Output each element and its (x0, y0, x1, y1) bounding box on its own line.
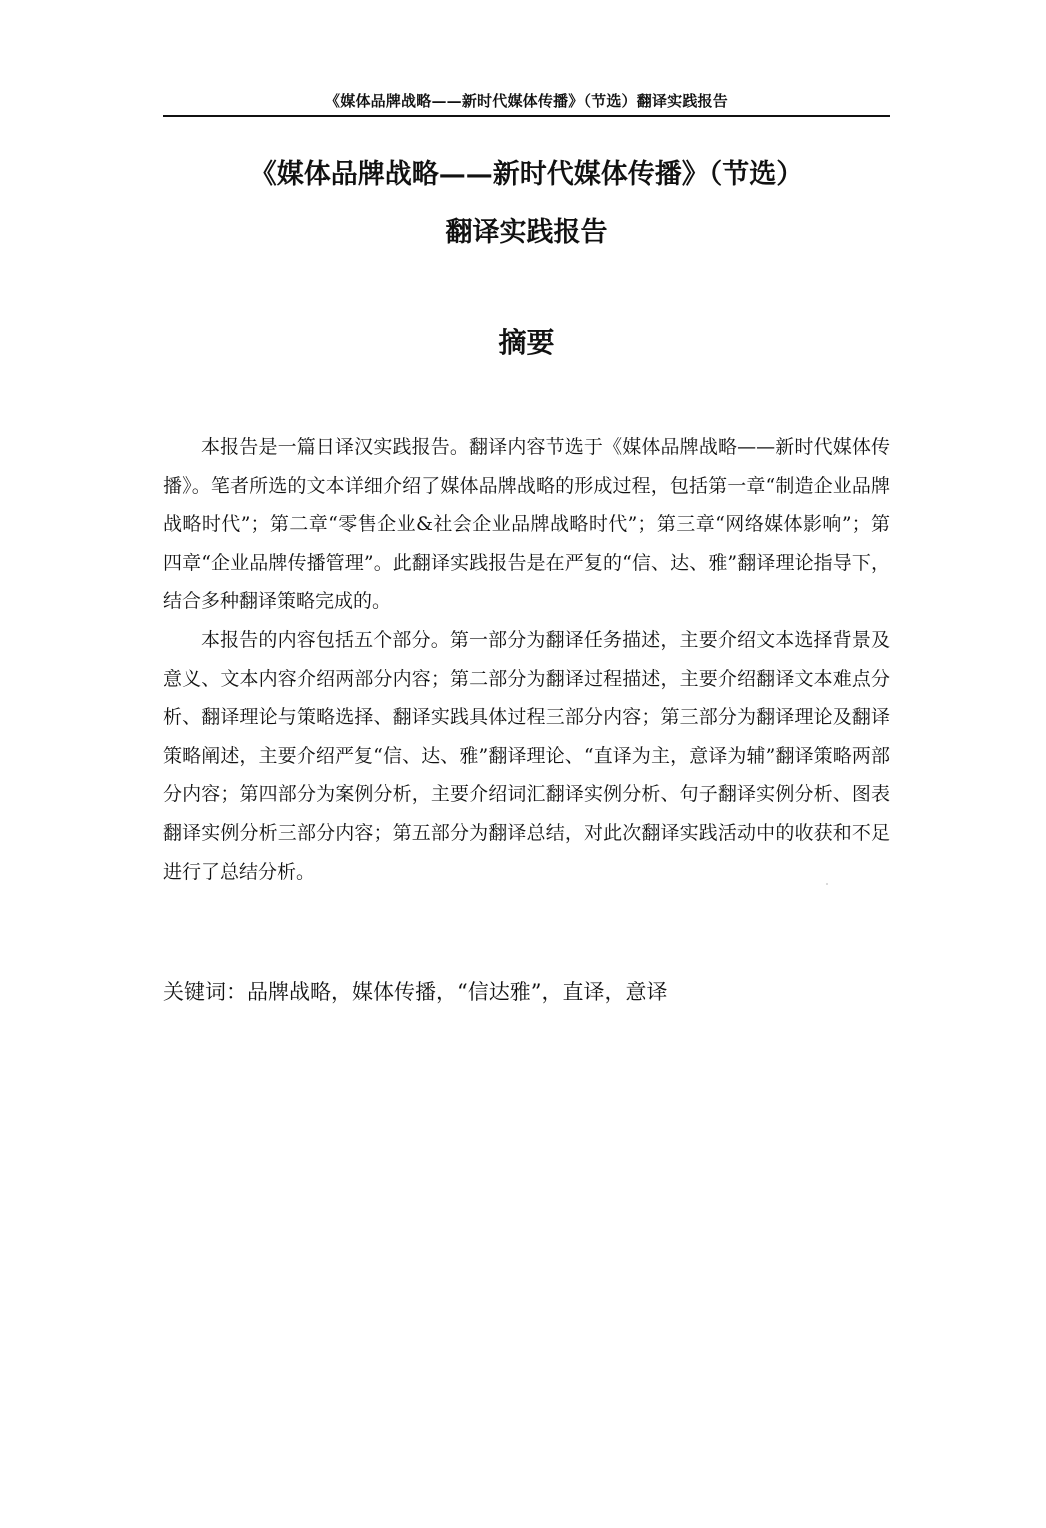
running-header: 《媒体品牌战略——新时代媒体传播》（节选）翻译实践报告 (325, 92, 728, 110)
abstract-body (163, 428, 890, 891)
abstract-heading: 摘要 (498, 326, 555, 359)
report-title-line-1: 《媒体品牌战略——新时代媒体传播》（节选） (249, 159, 804, 190)
scan-speck (826, 883, 828, 885)
abstract-paragraph-1: 本报告是一篇日译汉实践报告。翻译内容节选于《媒体品牌战略——新时代媒体传播》。笔者所选的文本详细介绍了媒体品牌战略的形成过程，包括第一章“制造企业品牌战略时代”；第二章“零售企业&社会企业品牌战略时代”；第三章“网络媒体影响”；第四章“企业品牌传播管理”。此翻译实践报告是在严复的“信、达、雅”翻译理论指导下，结合多种翻译策略完成的。 (163, 436, 890, 613)
abstract-paragraph-2: 本报告的内容包括五个部分。第一部分为翻译任务描述，主要介绍文本选择背景及意义、文本内容介绍两部分内容；第二部分为翻译过程描述，主要介绍翻译文本难点分析、翻译理论与策略选择、翻译实践具体过程三部分内容；第三部分为翻译理论及翻译策略阐述，主要介绍严复“信、达、雅”翻译理论、“直译为主，意译为辅”翻译策略两部分内容；第四部分为案例分析，主要介绍词汇翻译实例分析、句子翻译实例分析、图表翻译实例分析三部分内容；第五部分为翻译总结，对此次翻译实践活动中的收获和不足进行了总结分析。 (163, 628, 890, 883)
report-title-line-2: 翻译实践报告 (445, 217, 608, 248)
header-rule (163, 115, 890, 117)
keywords-line: 关键词：品牌战略，媒体传播，“信达雅”，直译，意译 (163, 980, 668, 1004)
